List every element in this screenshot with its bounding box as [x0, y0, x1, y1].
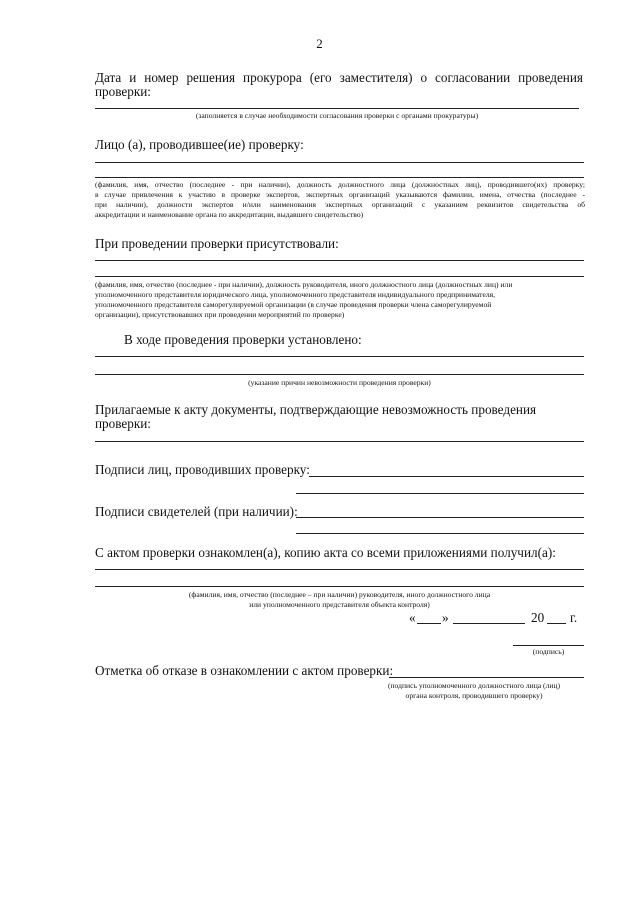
refusal-signature-field[interactable] [389, 677, 584, 678]
inspectors-signature-field-1[interactable] [309, 476, 584, 477]
acquainted-field-1[interactable] [95, 569, 584, 570]
refusal-hint-line2: органа контроля, проводившего проверку) [405, 691, 543, 700]
inspector-hint-line2: в случае привлечения к участию в проверке экспертов, экспертных организаций указываются фамилии, имена, отчества (последнее - [95, 190, 585, 199]
witnesses-signature-label: Подписи свидетелей (при наличии): [95, 504, 298, 519]
page-number: 2 [316, 36, 323, 51]
acquainted-signature-field[interactable] [513, 645, 584, 646]
witnesses-signature-field-2[interactable] [296, 533, 584, 534]
established-field-1[interactable] [95, 356, 584, 357]
present-heading: При проведении проверки присутствовали: [95, 236, 339, 251]
present-field-1[interactable] [95, 260, 584, 261]
inspectors-signature-label: Подписи лиц, проводивших проверку: [95, 462, 310, 477]
inspector-hint-line1: (фамилия, имя, отчество (последнее - при наличии), должность должностного лица (должностных лиц), проводившего(их) проверку; [95, 180, 585, 189]
established-heading: В ходе проведения проверки установлено: [124, 332, 362, 347]
date-day-field[interactable] [417, 623, 441, 624]
inspector-heading: Лицо (а), проводившее(ие) проверку: [95, 137, 304, 152]
present-hint-line1: (фамилия, имя, отчество (последнее - при наличии), должность руководителя, иного должностного лица (должностных лиц) или [95, 280, 513, 289]
attached-heading-line1: Прилагаемые к акту документы, подтверждающие невозможность проведения [95, 402, 537, 417]
present-field-2[interactable] [95, 276, 584, 277]
date-year-suffix: г. [570, 610, 578, 625]
refusal-hint-line1: (подпись уполномоченного должностного лица (лиц) [387, 681, 561, 690]
date-year-field[interactable] [547, 623, 566, 624]
acquainted-field-2[interactable] [95, 586, 584, 587]
inspector-field-2[interactable] [95, 177, 584, 178]
attached-field[interactable] [95, 441, 584, 442]
prosecutor-hint: (заполняется в случае необходимости согласования проверки с органами прокуратуры) [195, 111, 479, 120]
inspector-hint-line4: аккредитации и наименование органа по аккредитации, выдавшего свидетельство) [95, 210, 364, 219]
established-hint: (указание причин невозможности проведения проверки) [248, 378, 431, 387]
present-hint-line2: уполномоченного представителя юридического лица, уполномоченного представителя индивидуального предпринимателя, [95, 290, 496, 299]
inspector-field-1[interactable] [95, 162, 584, 163]
inspectors-signature-field-2[interactable] [296, 493, 584, 494]
acquainted-hint-line1: (фамилия, имя, отчество (последнее – при наличии) руководителя, иного должностного лица [188, 590, 491, 599]
acquainted-heading: С актом проверки ознакомлен(а), копию акта со всеми приложениями получил(а): [95, 545, 556, 560]
present-hint-line3: уполномоченного представителя саморегулируемой организации (в случае проведения проверки члена саморегулируемой [95, 300, 492, 309]
date-close-quote: » [442, 610, 449, 625]
signature-hint: (подпись) [532, 647, 565, 656]
witnesses-signature-field-1[interactable] [296, 517, 584, 518]
prosecutor-heading-line2: проверки: [95, 84, 151, 99]
date-open-quote: « [409, 610, 416, 625]
attached-heading-line2: проверки: [95, 416, 151, 431]
present-hint-line4: организации), присутствовавших при проведении мероприятий по проверке) [95, 310, 345, 319]
acquainted-hint-line2: или уполномоченного представителя объекта контроля) [249, 600, 430, 609]
date-month-field[interactable] [453, 623, 525, 624]
inspector-hint-line3: при наличии), должности экспертов и/или наименования экспертных организаций с указанием реквизитов свидетельства об [95, 200, 585, 209]
refusal-label: Отметка об отказе в ознакомлении с актом проверки: [95, 663, 394, 678]
date-year-prefix: 20 [531, 610, 545, 625]
established-field-2[interactable] [95, 374, 584, 375]
prosecutor-heading-line1: Дата и номер решения прокурора (его заместителя) о согласовании проведения [95, 70, 583, 85]
prosecutor-decision-field[interactable] [95, 108, 579, 109]
